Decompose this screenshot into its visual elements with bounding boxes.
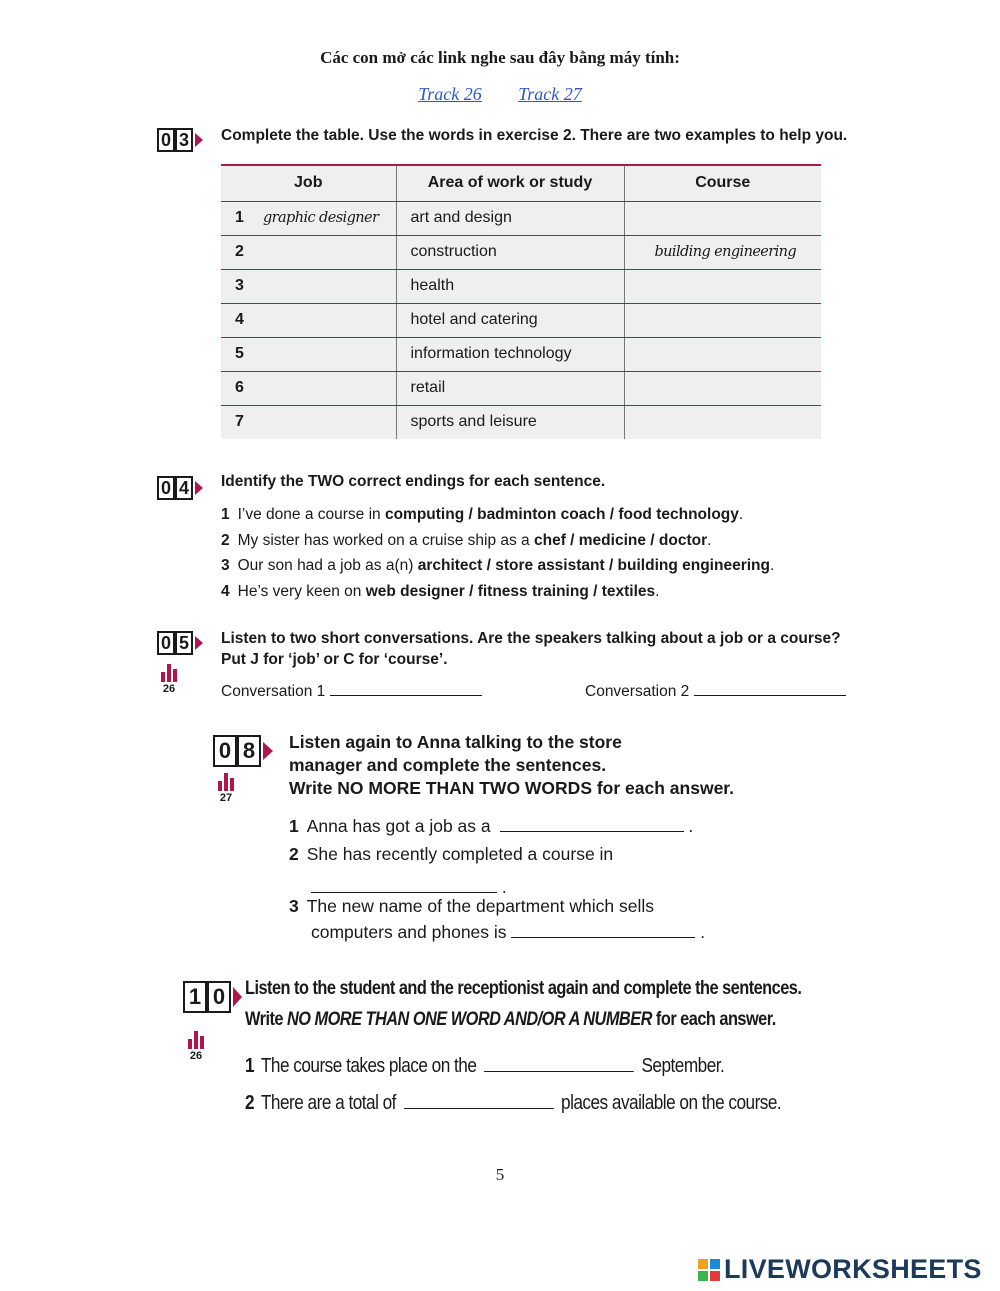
header-course: Course [624, 165, 821, 201]
item-number: 3 [221, 557, 230, 574]
instruction-line: Listen to the student and the receptionist again and complete the sentences. [245, 978, 802, 999]
answer-blank[interactable] [484, 1071, 634, 1072]
play-arrow-icon [263, 742, 273, 760]
job-cell[interactable] [221, 371, 396, 405]
badge-digit: 4 [175, 476, 193, 500]
question-number: 2 [289, 844, 299, 864]
exercise-10-instruction [245, 973, 801, 1035]
track-26-link[interactable]: Track 26 [418, 84, 482, 104]
answer-blank[interactable] [404, 1108, 554, 1109]
area-cell: construction [396, 235, 624, 269]
exercise-03-badge [157, 128, 203, 152]
item-number: 2 [221, 531, 230, 549]
job-cell[interactable] [221, 405, 396, 439]
table-row [221, 371, 821, 405]
audio-track-icon [157, 664, 181, 695]
item-text: Our son had a job as a(n) [237, 557, 418, 574]
exercise-04-list [221, 502, 774, 604]
course-cell[interactable] [624, 405, 821, 439]
conversation-2 [585, 683, 846, 701]
item-options[interactable]: computing / badminton coach / food technology [384, 506, 739, 523]
track-27-link[interactable]: Track 27 [518, 84, 582, 104]
question-number: 2 [245, 1092, 255, 1114]
question-text: The course takes place on the [260, 1055, 477, 1077]
area-cell: health [396, 269, 624, 303]
job-cell[interactable] [221, 235, 396, 269]
item-text: I’ve done a course in [237, 506, 385, 523]
item-end: . [769, 557, 775, 574]
question-text: places available on the course. [561, 1092, 782, 1114]
table-header-row [221, 165, 821, 201]
row-number: 6 [235, 379, 244, 396]
instruction-line: Listen to two short conversations. Are the speakers talking about a job or a course? [221, 630, 841, 647]
question-end: . [700, 922, 706, 942]
item-end: . [738, 506, 744, 523]
job-cell[interactable] [221, 201, 396, 235]
exercise-08-instruction [289, 731, 734, 800]
table-row [221, 337, 821, 371]
course-cell[interactable] [624, 269, 821, 303]
item-end: . [707, 531, 712, 549]
table-row [221, 405, 821, 439]
exercise-05-badge [157, 631, 203, 655]
area-cell: information technology [396, 337, 624, 371]
instruction-line: Put J for ‘job’ or C for ‘course’. [221, 651, 448, 668]
exercise-04-badge [157, 476, 203, 500]
exercise-08-q3 [289, 893, 705, 945]
audio-track-number: 26 [162, 683, 176, 695]
conversation-2-blank[interactable] [694, 695, 846, 696]
area-cell: art and design [396, 201, 624, 235]
table-row [221, 269, 821, 303]
question-text: There are a total of [260, 1092, 396, 1114]
row-number: 7 [235, 413, 244, 431]
exercise-05-instruction [221, 628, 841, 670]
question-end: . [501, 877, 507, 897]
area-cell: sports and leisure [396, 405, 624, 439]
exercise-10-q2 [245, 1092, 781, 1115]
conversation-1-label: Conversation 1 [221, 683, 326, 700]
item-options[interactable]: web designer / fitness training / textiles [365, 582, 656, 600]
exercise-10-badge [183, 981, 242, 1013]
table-row [221, 303, 821, 337]
area-cell: hotel and catering [396, 303, 624, 337]
question-text: computers and phones is [311, 922, 507, 942]
list-item [221, 553, 774, 579]
row-number: 3 [235, 277, 244, 294]
header-job: Job [221, 165, 396, 201]
instruction-line: manager and complete the sentences. [289, 755, 607, 775]
play-arrow-icon [195, 636, 203, 650]
row-number: 4 [235, 311, 244, 328]
list-item [221, 502, 774, 528]
play-arrow-icon [195, 481, 203, 495]
badge-digit: 5 [175, 631, 193, 655]
play-arrow-icon [233, 987, 242, 1007]
list-item [221, 579, 774, 605]
exercise-04-instruction: Identify the TWO correct endings for each sentence. [221, 473, 606, 490]
item-options[interactable]: architect / store assistant / building engineering [417, 557, 770, 574]
area-cell: retail [396, 371, 624, 405]
badge-digit: 3 [175, 128, 193, 152]
item-options[interactable]: chef / medicine / doctor [533, 531, 708, 549]
conversation-1-blank[interactable] [330, 695, 482, 696]
course-cell[interactable] [624, 201, 821, 235]
jobs-table [221, 164, 821, 439]
track-links [0, 84, 1000, 105]
question-end: . [688, 816, 694, 836]
item-number: 1 [221, 506, 230, 523]
exercise-08-badge [213, 735, 273, 767]
exercise-08-q1 [289, 813, 693, 839]
row-number: 2 [235, 243, 244, 260]
item-text: My sister has worked on a cruise ship as a [237, 531, 534, 549]
job-answer: graphic designer [263, 210, 379, 226]
audio-track-number: 27 [219, 792, 233, 804]
list-item [221, 528, 774, 554]
audio-track-icon [184, 1031, 208, 1062]
play-arrow-icon [195, 133, 203, 147]
course-cell[interactable] [624, 235, 821, 269]
answer-blank[interactable] [500, 831, 684, 832]
item-end: . [655, 582, 660, 600]
question-number: 1 [245, 1055, 255, 1077]
row-number: 5 [235, 345, 244, 362]
exercise-08-q2 [289, 841, 613, 900]
badge-digit: 0 [157, 476, 175, 500]
answer-blank[interactable] [311, 873, 497, 893]
exercise-03-instruction: Complete the table. Use the words in exercise 2. There are two examples to help you. [221, 127, 848, 144]
question-text: September. [641, 1055, 725, 1077]
question-text: She has recently completed a course in [306, 844, 614, 864]
instruction-line: Listen again to Anna talking to the store [289, 732, 622, 752]
badge-digit: 0 [213, 735, 237, 767]
conversation-2-label: Conversation 2 [585, 683, 690, 700]
job-cell[interactable] [221, 303, 396, 337]
brand-grid-icon [698, 1259, 720, 1281]
page-number: 5 [495, 1165, 505, 1184]
instruction-text: for each answer. [651, 1009, 776, 1030]
job-cell[interactable] [221, 269, 396, 303]
course-cell[interactable] [624, 303, 821, 337]
liveworksheets-logo [698, 1254, 982, 1285]
instruction-line: Write NO MORE THAN TWO WORDS for each answer. [289, 778, 735, 798]
job-cell[interactable] [221, 337, 396, 371]
item-number: 4 [221, 582, 230, 600]
badge-digit: 1 [183, 981, 207, 1013]
badge-digit: 8 [237, 735, 261, 767]
course-cell[interactable] [624, 337, 821, 371]
answer-blank[interactable] [511, 937, 695, 938]
question-text: The new name of the department which sells [306, 896, 654, 916]
instruction-emphasis: NO MORE THAN ONE WORD AND/OR A NUMBER [287, 1009, 652, 1030]
row-number: 1 [235, 209, 244, 226]
page-heading: Các con mở các link nghe sau đây bằng máy tính: [320, 48, 680, 67]
audio-track-number: 26 [189, 1050, 203, 1062]
table-row [221, 235, 821, 269]
course-answer: building engineering [654, 244, 797, 260]
badge-digit: 0 [207, 981, 231, 1013]
badge-digit: 0 [157, 128, 175, 152]
question-number: 3 [289, 896, 299, 916]
brand-name: LIVEWORKSHEETS [724, 1254, 982, 1284]
question-number: 1 [289, 816, 299, 836]
instruction-text: Write [245, 1009, 288, 1030]
item-text: He’s very keen on [237, 582, 366, 600]
conversation-1 [221, 683, 482, 701]
audio-track-icon [214, 773, 238, 804]
header-area: Area of work or study [396, 165, 624, 201]
badge-digit: 0 [157, 631, 175, 655]
course-cell[interactable] [624, 371, 821, 405]
exercise-10-q1 [245, 1055, 724, 1078]
question-text: Anna has got a job as a [306, 816, 491, 836]
table-row [221, 201, 821, 235]
